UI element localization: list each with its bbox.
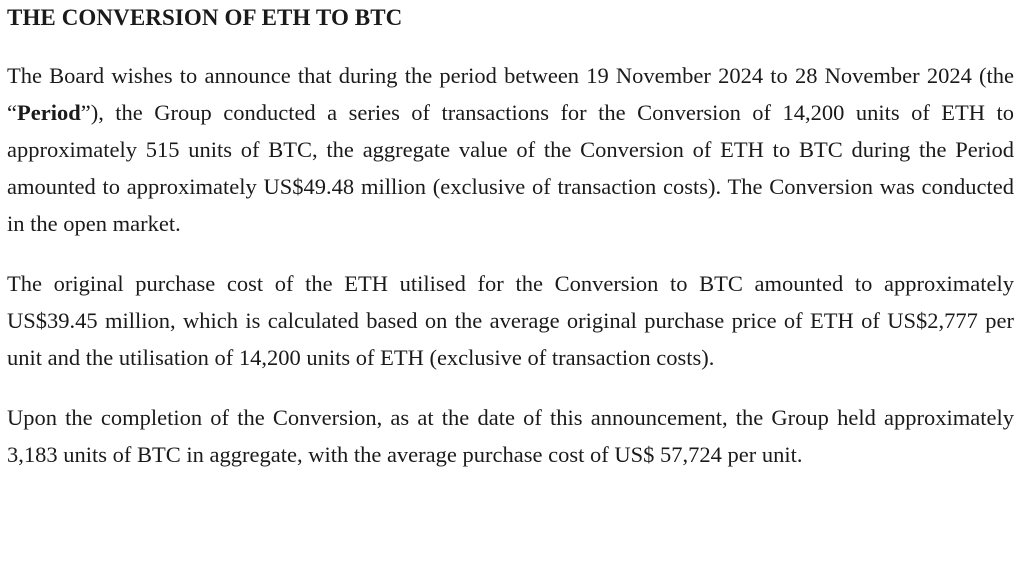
paragraph-btc-holdings: Upon the completion of the Conversion, as at the date of this announcement, the Group held approximately 3,183 units of BTC in aggregate, with the average purchase cost of US$ 57,724 per unit. [7, 405, 1014, 467]
paragraph-purchase-cost: The original purchase cost of the ETH utilised for the Conversion to BTC amounted to approximately US$39.45 million, which is calculated based on the average original purchase price of ETH of US$2,777 per unit and the utilisation of 14,200 units of ETH (exclusive of transaction costs). [7, 271, 1014, 370]
document-title: THE CONVERSION OF ETH TO BTC [7, 5, 403, 30]
paragraph-conversion-period [7, 57, 1014, 242]
paragraph-1-text-end: ”), the Group conducted a series of transactions for the Conversion of 14,200 units of ETH to approximately 515 units of BTC, the aggregate value of the Conversion of ETH to BTC during the Period amounted to approximately US$49.48 million (exclusive of transaction costs). The Conversion was conducted in the open market. [7, 100, 1014, 236]
paragraph-1-text-start: The Board wishes to announce that during the period between 19 November 2024 to 28 November 2024 (the “ [7, 63, 1014, 125]
period-defined-term: Period [17, 100, 81, 125]
